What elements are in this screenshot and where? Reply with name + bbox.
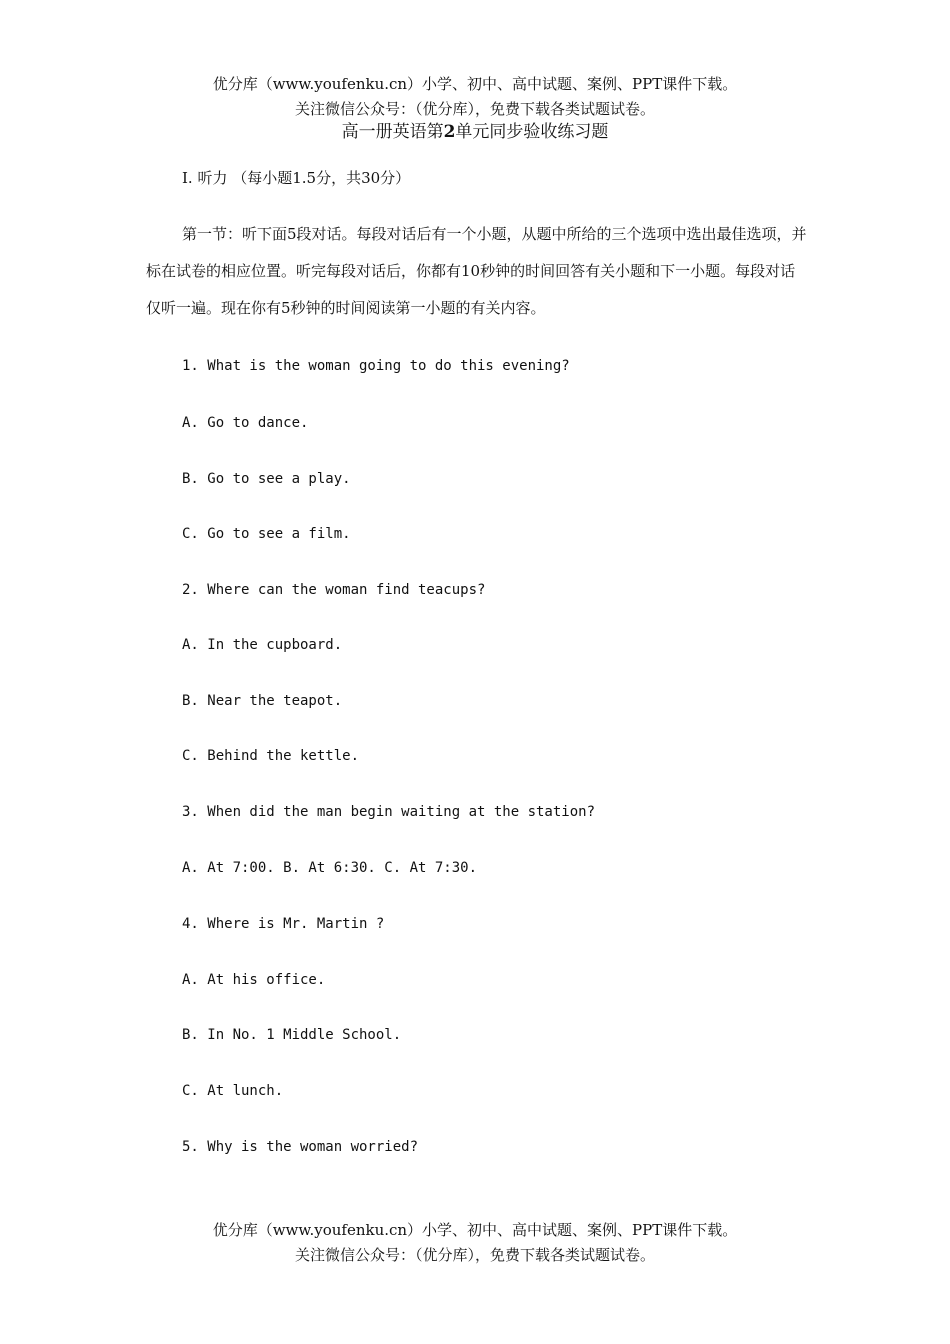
question-2-stem: 2. Where can the woman find teacups? [182, 582, 486, 598]
section-intro [146, 216, 810, 327]
question-4-option-b: B. In No. 1 Middle School. [182, 1027, 402, 1043]
question-5-stem: 5. Why is the woman worried? [182, 1139, 419, 1155]
question-4-option-c: C. At lunch. [182, 1083, 284, 1099]
footer-line-1: 优分库（www.youfenku.cn）小学、初中、高中试题、案例、PPT课件下载。 [212, 1221, 738, 1239]
title-prefix: 高一册英语第 [341, 122, 444, 142]
question-1-stem: 1. What is the woman going to do this evening? [182, 358, 570, 374]
footer-line-2: 关注微信公众号：（优分库），免费下载各类试题试卷。 [294, 1246, 655, 1264]
question-2-option-b: B. Near the teapot. [182, 693, 343, 709]
question-2-option-a: A. In the cupboard. [182, 637, 343, 653]
question-1-option-a: A. Go to dance. [182, 415, 309, 431]
question-3-options: A. At 7:00. B. At 6:30. C. At 7:30. [182, 860, 478, 876]
title-suffix: 单元同步验收练习题 [455, 122, 609, 142]
question-4-stem: 4. Where is Mr. Martin ? [182, 916, 385, 932]
header-line-1: 优分库（www.youfenku.cn）小学、初中、高中试题、案例、PPT课件下载。 [212, 75, 738, 93]
question-4-option-a: A. At his office. [182, 972, 326, 988]
section-heading: I. 听力 （每小题1.5分，共30分） [182, 169, 411, 187]
question-2-option-c: C. Behind the kettle. [182, 748, 360, 764]
question-1-option-b: B. Go to see a play. [182, 471, 351, 487]
question-1-option-c: C. Go to see a film. [182, 526, 351, 542]
title-number: 2 [443, 122, 456, 142]
page-title [0, 121, 950, 143]
question-3-stem: 3. When did the man begin waiting at the station? [182, 804, 596, 820]
section-intro-text: 第一节：听下面5段对话。每段对话后有一个小题，从题中所给的三个选项中选出最佳选项，并标在试卷的相应位置。听完每段对话后，你都有10秒钟的时间回答有关小题和下一小题。每段对话仅听一遍。现在你有5秒钟的时间阅读第一小题的有关内容。 [146, 225, 807, 317]
header-line-2: 关注微信公众号：（优分库），免费下载各类试题试卷。 [294, 100, 655, 118]
